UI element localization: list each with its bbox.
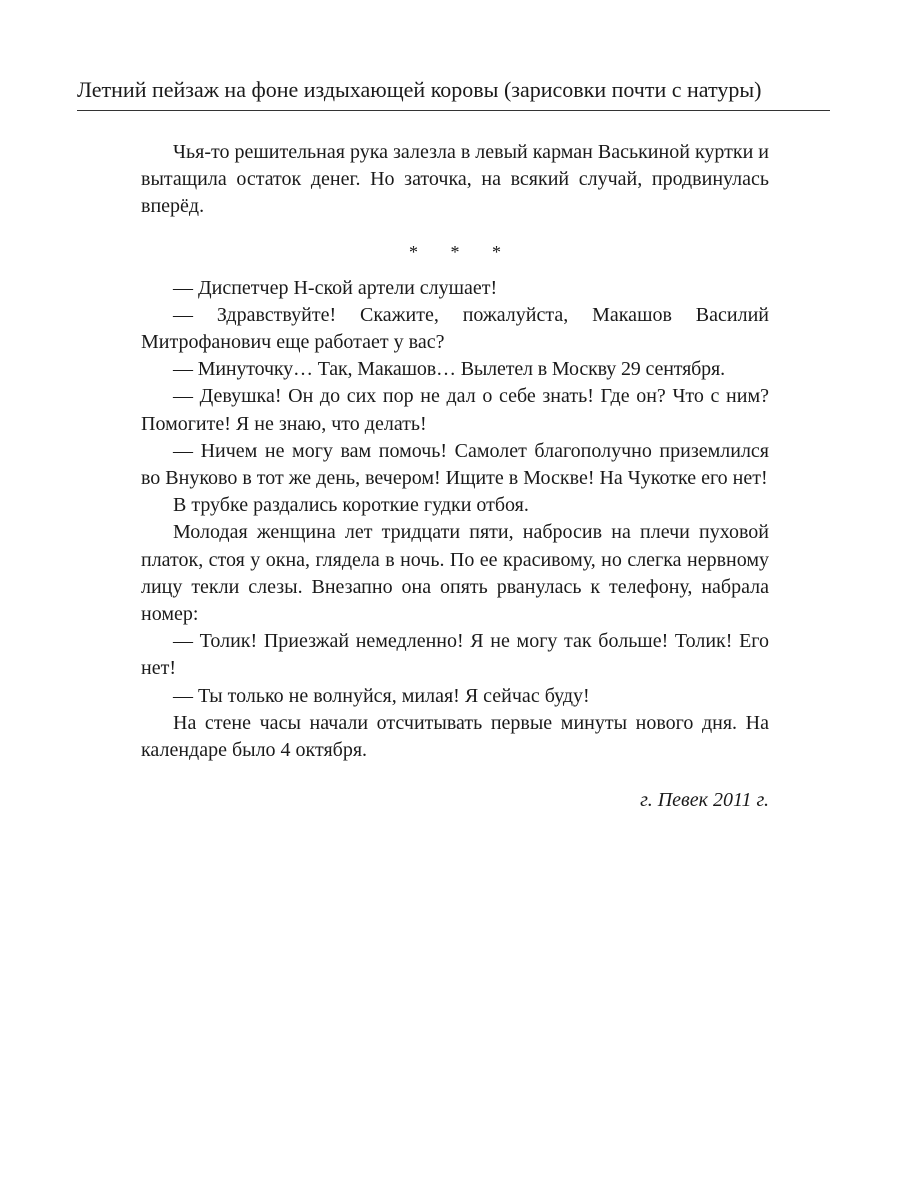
page-body	[141, 139, 769, 814]
signature: г. Певек 2011 г.	[640, 789, 769, 812]
paragraph: — Девушка! Он до сих пор не дал о себе знать! Где он? Что с ним? Помогите! Я не знаю, что делать!	[141, 385, 769, 435]
paragraph: — Толик! Приезжай немедленно! Я не могу так больше! Толик! Его нет!	[141, 630, 769, 680]
paragraph: — Диспетчер Н-ской артели слушает!	[173, 276, 498, 299]
paragraph: — Ничем не могу вам помочь! Самолет благополучно приземлился во Внуково в тот же день, вечером! Ищите в Москве! На Чукотке его нет!	[141, 439, 769, 490]
paragraph: — Минуточку… Так, Макашов… Вылетел в Москву 29 сентября.	[173, 358, 725, 381]
paragraph: — Ты только не волнуйся, милая! Я сейчас буду!	[173, 684, 590, 707]
paragraph-intro: Чья-то решительная рука залезла в левый карман Васькиной куртки и вытащила остаток денег. Но заточка, на всякий случай, продвинулась вперёд.	[141, 141, 769, 218]
paragraph: — Здравствуйте! Скажите, пожалуйста, Макашов Василий Митрофанович еще работает у вас?	[141, 303, 769, 354]
paragraph: В трубке раздались короткие гудки отбоя.	[173, 494, 529, 517]
section-separator: * * *	[409, 241, 515, 262]
running-header: Летний пейзаж на фоне издыхающей коровы (зарисовки почти с натуры)	[77, 77, 762, 102]
paragraph: Молодая женщина лет тридцати пяти, набросив на плечи пуховой платок, стоя у окна, глядела в ночь. По ее красивому, но слегка нервному лицу текли слезы. Внезапно она опять рванулась к телефону, набрала номер:	[141, 521, 769, 626]
header-rule	[77, 110, 830, 111]
paragraph: На стене часы начали отсчитывать первые минуты нового дня. На календаре было 4 октября.	[141, 711, 769, 762]
